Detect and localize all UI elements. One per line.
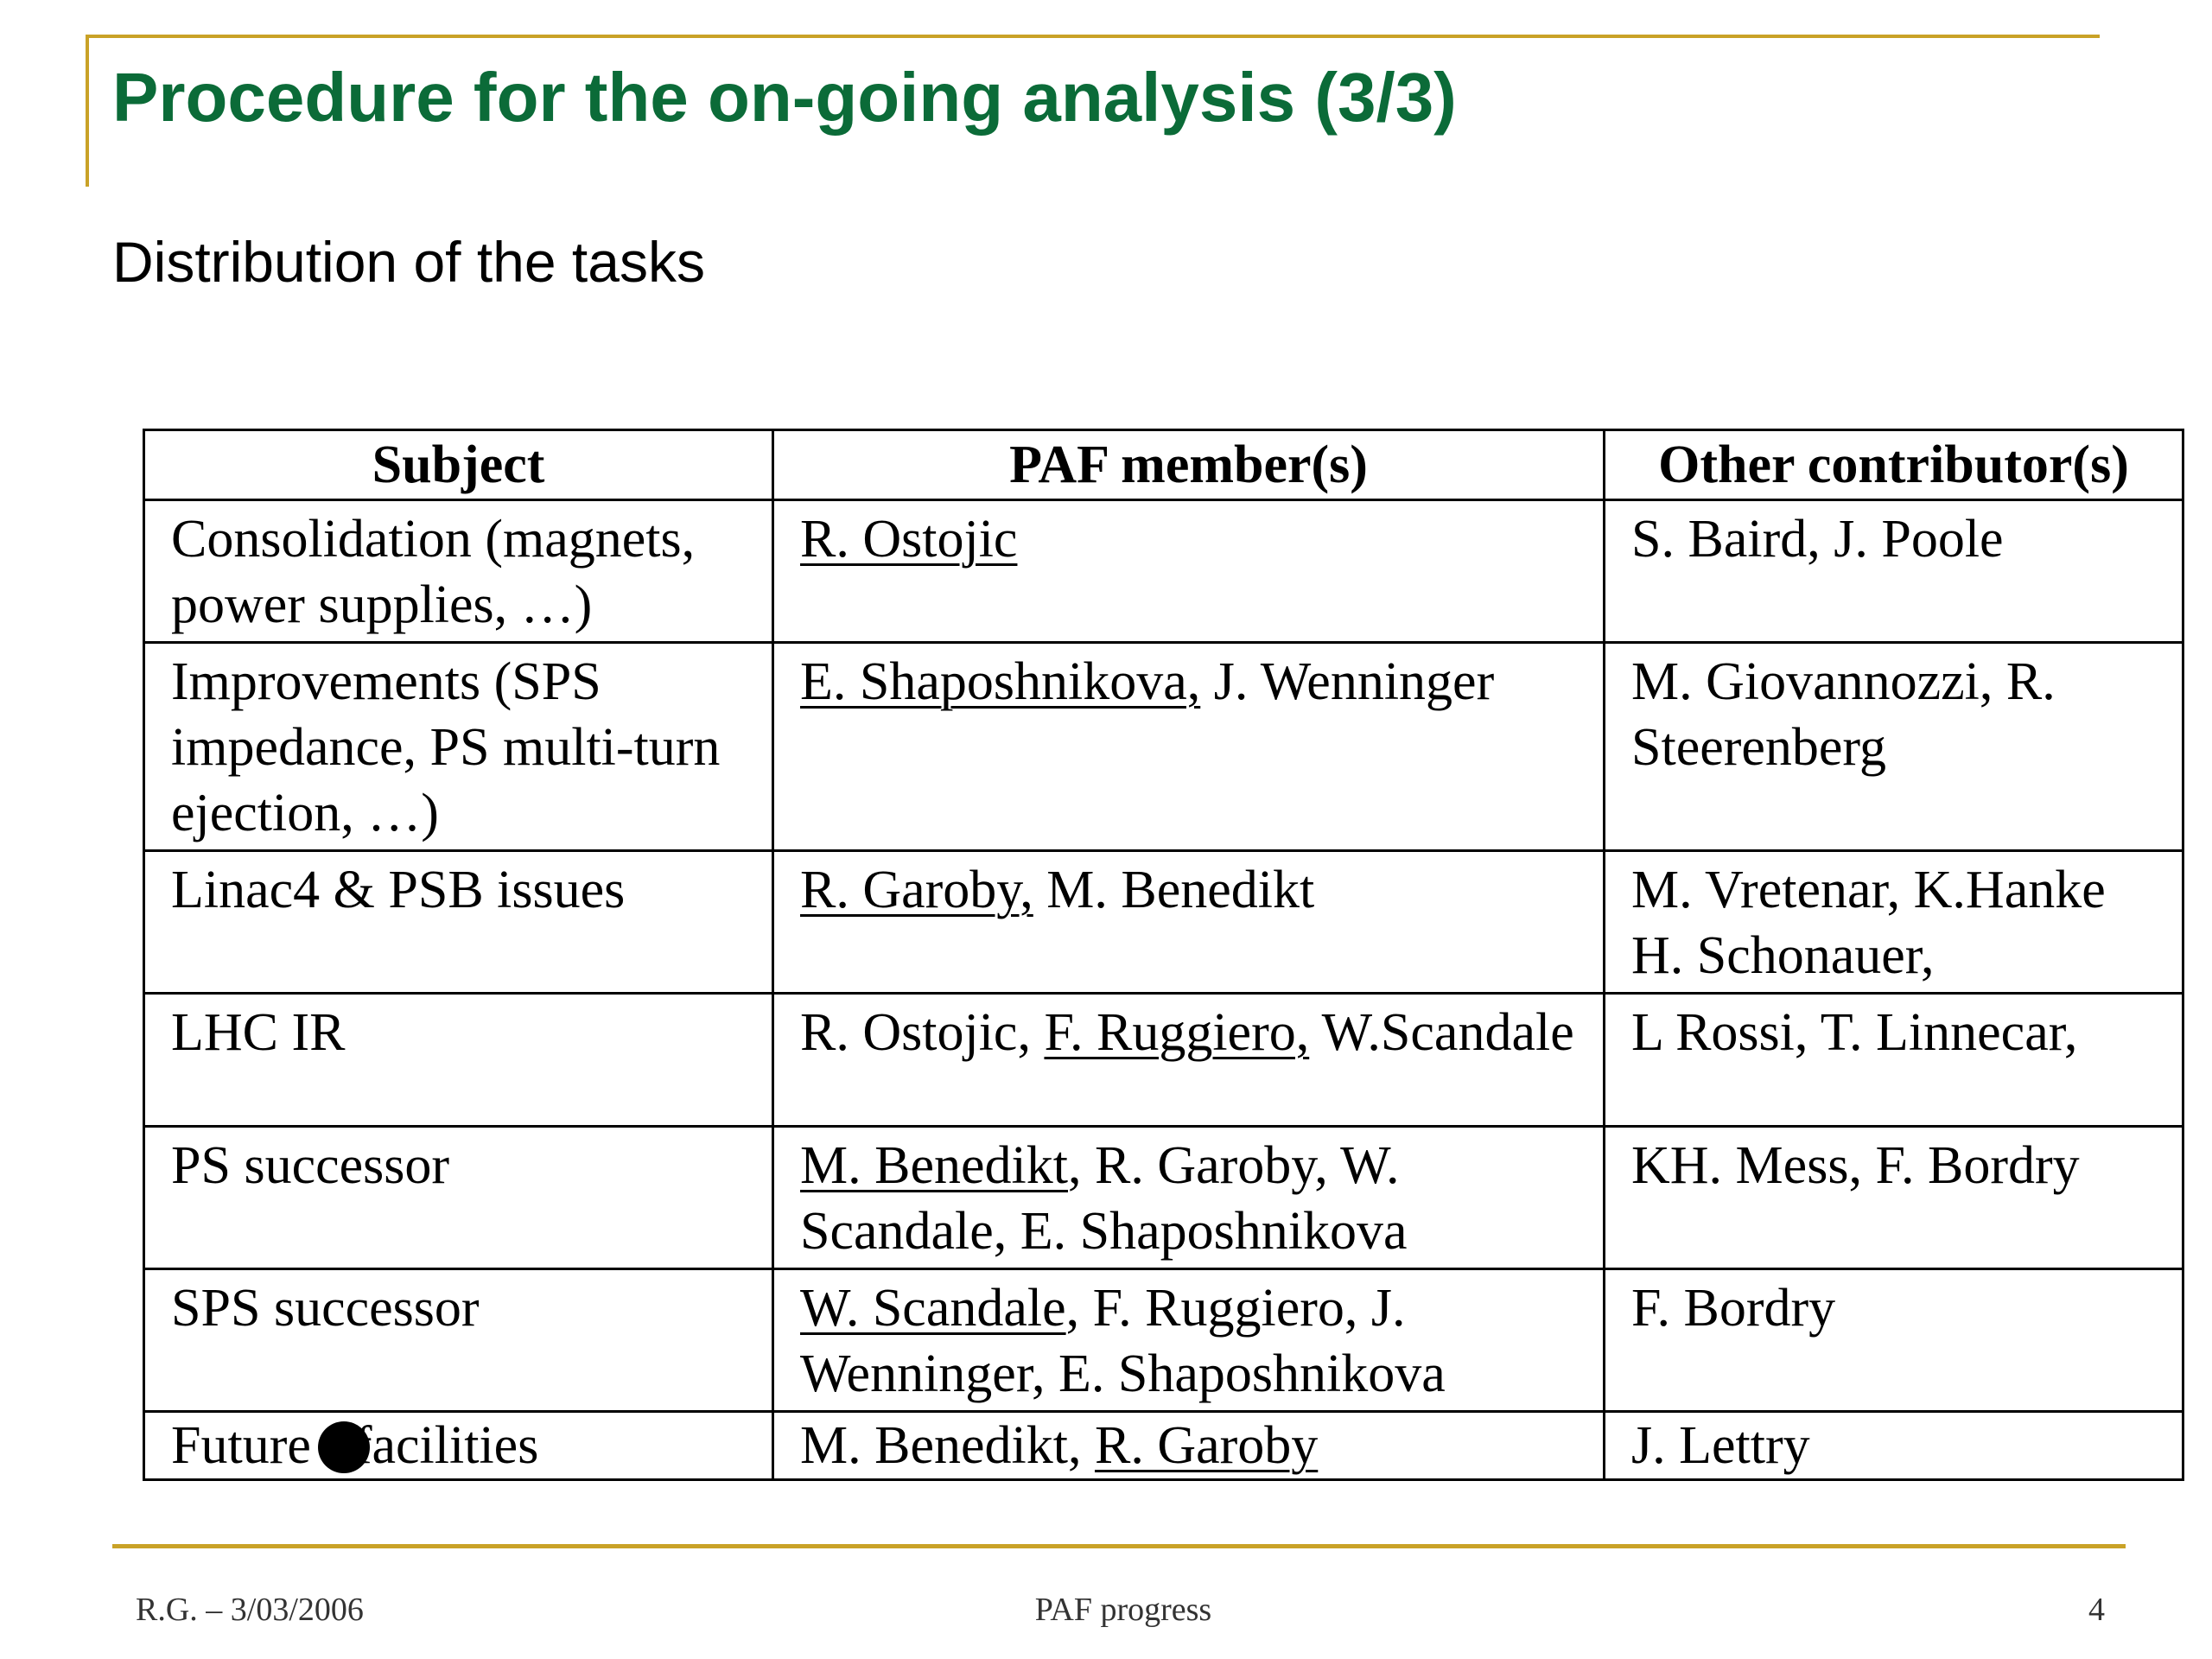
paf-name: M. Benedikt, xyxy=(800,1416,1095,1475)
cell-paf-members xyxy=(773,1269,1605,1412)
cell-subject: Consolidation (magnets, power supplies, …) xyxy=(144,500,773,643)
table-row xyxy=(144,1269,2183,1412)
header-subject: Subject xyxy=(144,430,773,500)
paf-name: R. Ostojic xyxy=(800,510,1018,569)
paf-name: , F. Ruggiero, J. Wenninger, E. Shaposhnikova xyxy=(800,1279,1446,1403)
header-other-contributors: Other contributor(s) xyxy=(1605,430,2183,500)
footer-rule xyxy=(112,1544,2126,1548)
table-row xyxy=(144,1127,2183,1269)
cell-paf-members xyxy=(773,851,1605,994)
task-distribution-table xyxy=(143,429,2184,1481)
footer-page-number: 4 xyxy=(2088,1592,2105,1628)
paf-name: M. Benedikt xyxy=(800,1136,1068,1195)
paf-name: J. Wenninger xyxy=(1200,652,1495,711)
cell-subject: SPS successor xyxy=(144,1269,773,1412)
paf-name: E. Shaposhnikova, xyxy=(800,652,1201,711)
subject-text: Future xyxy=(171,1416,311,1475)
paf-name: W.Scandale xyxy=(1309,1003,1574,1062)
slide-subtitle: Distribution of the tasks xyxy=(112,230,705,294)
cell-paf-members xyxy=(773,500,1605,643)
cell-other-contributors: J. Lettry xyxy=(1605,1412,2183,1480)
paf-name: R. Garoby xyxy=(1094,1416,1319,1475)
paf-name: , R. Garoby, W. Scandale, E. Shaposhnikova xyxy=(800,1136,1408,1261)
table-row xyxy=(144,851,2183,994)
cell-paf-members xyxy=(773,994,1605,1127)
cell-other-contributors: F. Bordry xyxy=(1605,1269,2183,1412)
cell-subject: PS successor xyxy=(144,1127,773,1269)
subject-text: facilities xyxy=(353,1416,539,1475)
cell-other-contributors: L Rossi, T. Linnecar, xyxy=(1605,994,2183,1127)
table-row xyxy=(144,500,2183,643)
paf-name: W. Scandale xyxy=(800,1279,1066,1338)
header-paf-members: PAF member(s) xyxy=(773,430,1605,500)
table-row xyxy=(144,1412,2183,1480)
cell-paf-members xyxy=(773,1412,1605,1480)
cell-subject: LHC IR xyxy=(144,994,773,1127)
title-left-bar xyxy=(86,35,89,187)
footer-author-date: R.G. – 3/03/2006 xyxy=(136,1592,364,1628)
table-row xyxy=(144,994,2183,1127)
slide-title: Procedure for the on-going analysis (3/3) xyxy=(112,59,1457,136)
cell-other-contributors: S. Baird, J. Poole xyxy=(1605,500,2183,643)
cell-paf-members xyxy=(773,643,1605,851)
paf-name: F. Ruggiero, xyxy=(1044,1003,1310,1062)
title-top-rule xyxy=(86,35,2100,38)
paf-name: M. Benedikt xyxy=(1033,861,1315,919)
cell-subject: Improvements (SPS impedance, PS multi-turn ejection, …) xyxy=(144,643,773,851)
paf-name: R. Garoby, xyxy=(800,861,1033,919)
footer-presentation-title: PAF progress xyxy=(1034,1592,1212,1628)
paf-name: R. Ostojic, xyxy=(800,1003,1045,1062)
table-header-row xyxy=(144,430,2183,500)
cell-other-contributors: KH. Mess, F. Bordry xyxy=(1605,1127,2183,1269)
cell-subject xyxy=(144,1412,773,1480)
table-row xyxy=(144,643,2183,851)
cell-other-contributors: M. Giovannozzi, R. Steerenberg xyxy=(1605,643,2183,851)
cell-other-contributors: M. Vretenar, K.Hanke H. Schonauer, xyxy=(1605,851,2183,994)
cell-subject: Linac4 & PSB issues xyxy=(144,851,773,994)
cell-paf-members xyxy=(773,1127,1605,1269)
